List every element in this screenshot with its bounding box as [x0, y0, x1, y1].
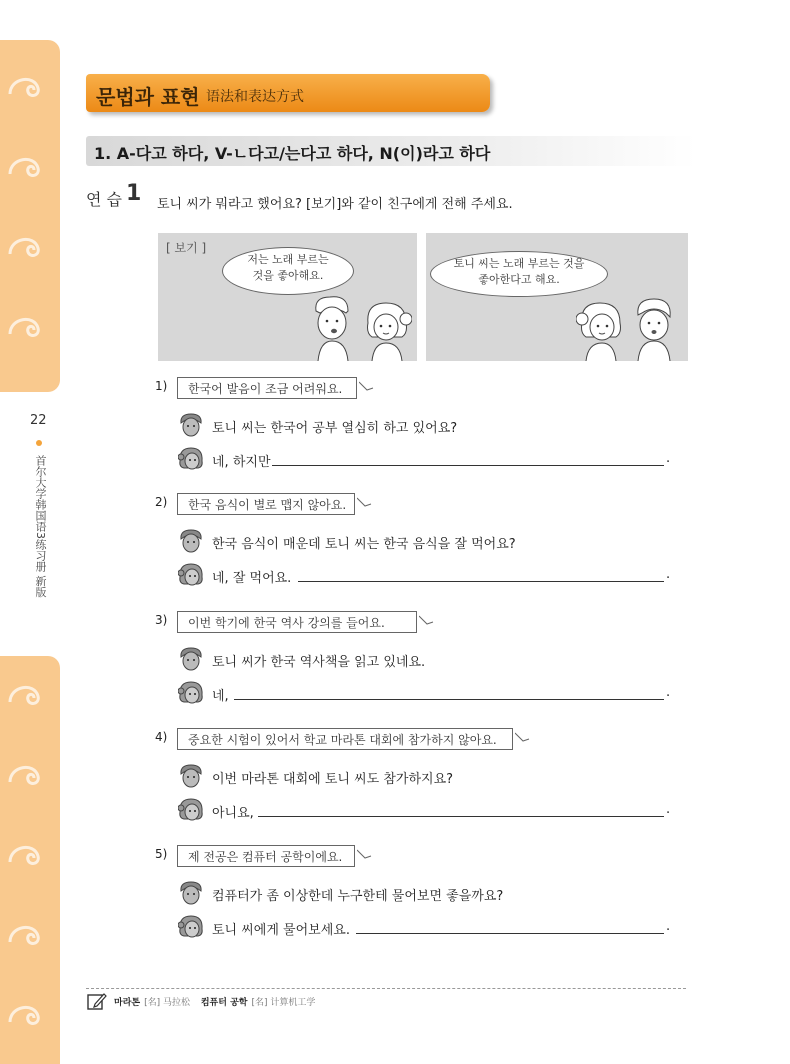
- tony-illustration: [308, 293, 356, 361]
- question-line: 한국 음식이 매운데 토니 씨는 한국 음식을 잘 먹어요?: [212, 537, 516, 552]
- question-number: 2): [155, 495, 168, 509]
- answer-period: .: [666, 451, 671, 466]
- vocab-word-1: 마라톤: [114, 998, 141, 1008]
- statement-box: 중요한 시험이 있어서 학교 마라톤 대회에 참가하지 않아요.: [177, 728, 513, 750]
- cloud-swirl-icon: [4, 64, 52, 112]
- question-line: 토니 씨가 한국 역사책을 읽고 있네요.: [212, 655, 426, 670]
- question-line: 컴퓨터가 좀 이상한데 누구한테 물어보면 좋을까요?: [212, 889, 504, 904]
- book-title: 首尔大学韩国语3练习册 新版: [34, 455, 47, 598]
- cloud-swirl-icon: [4, 672, 52, 720]
- girl-face-icon: [178, 915, 204, 939]
- footer-divider: [86, 988, 686, 989]
- boy-face-icon: [178, 881, 204, 905]
- section-title-bar: [86, 136, 696, 166]
- speech-right-line2: 좋아한다고 해요.: [478, 273, 560, 286]
- boy-face-icon: [178, 413, 204, 437]
- boy-face-icon: [178, 764, 204, 788]
- exercise-number: 1: [126, 181, 142, 206]
- answer-period: .: [666, 567, 671, 582]
- speech-tail-icon: [359, 380, 375, 394]
- vocab-gloss-1: [名] 马拉松: [144, 998, 190, 1008]
- friend-illustration: [576, 297, 626, 361]
- answer-prefix: 네,: [212, 689, 229, 704]
- vocab-gloss-2: [名] 计算机工学: [251, 998, 316, 1008]
- girl-face-icon: [178, 681, 204, 705]
- answer-period: .: [666, 802, 671, 817]
- cloud-swirl-icon: [4, 832, 52, 880]
- cloud-swirl-icon: [4, 144, 52, 192]
- speech-tail-icon: [419, 614, 435, 628]
- statement-box: 제 전공은 컴퓨터 공학이에요.: [177, 845, 355, 867]
- speech-tail-icon: [357, 496, 373, 510]
- friend-illustration: [362, 297, 412, 361]
- section-title: 1. A-다고 하다, V-ㄴ다고/는다고 하다, N(이)라고 하다: [94, 144, 491, 163]
- answer-blank[interactable]: [272, 465, 664, 466]
- cloud-swirl-icon: [4, 224, 52, 272]
- answer-blank[interactable]: [298, 581, 664, 582]
- example-panel-left: [158, 233, 417, 361]
- question-number: 5): [155, 847, 168, 861]
- answer-blank[interactable]: [234, 699, 664, 700]
- example-panel-right: [426, 233, 688, 361]
- vocab-word-2: 컴퓨터 공학: [200, 998, 248, 1008]
- side-band-top: [0, 40, 60, 392]
- answer-prefix: 토니 씨에게 물어보세요.: [212, 923, 350, 938]
- question-number: 4): [155, 730, 168, 744]
- cloud-swirl-icon: [4, 752, 52, 800]
- boy-face-icon: [178, 529, 204, 553]
- header-title-zh: 语法和表达方式: [206, 89, 304, 105]
- answer-blank[interactable]: [356, 933, 664, 934]
- statement-box: 한국 음식이 별로 맵지 않아요.: [177, 493, 355, 515]
- answer-prefix: 네, 하지만: [212, 455, 271, 470]
- vocab-footer: [114, 995, 323, 1008]
- page-dot: [36, 440, 42, 446]
- pencil-note-icon: [87, 992, 107, 1010]
- header-title-ko: 문법과 표현: [96, 85, 200, 109]
- exercise-label: 연 습: [86, 190, 122, 209]
- girl-face-icon: [178, 563, 204, 587]
- girl-face-icon: [178, 447, 204, 471]
- speech-bubble-left: [222, 247, 354, 295]
- answer-prefix: 아니요,: [212, 806, 254, 821]
- speech-tail-icon: [515, 731, 531, 745]
- listener-illustration: [630, 295, 678, 361]
- question-number: 3): [155, 613, 168, 627]
- side-band-bottom: [0, 656, 60, 1064]
- cloud-swirl-icon: [4, 992, 52, 1040]
- answer-blank[interactable]: [258, 816, 664, 817]
- statement-box: 이번 학기에 한국 역사 강의를 들어요.: [177, 611, 417, 633]
- speech-tail-icon: [357, 848, 373, 862]
- answer-prefix: 네, 잘 먹어요.: [212, 571, 292, 586]
- speech-bubble-right: [430, 251, 608, 297]
- page-number: 22: [30, 413, 47, 428]
- header-bar: [86, 74, 490, 112]
- example-label: [ 보기 ]: [166, 241, 207, 255]
- answer-period: .: [666, 919, 671, 934]
- question-line: 이번 마라톤 대회에 토니 씨도 참가하지요?: [212, 772, 454, 787]
- exercise-instruction: 토니 씨가 뭐라고 했어요? [보기]와 같이 친구에게 전해 주세요.: [157, 197, 513, 212]
- cloud-swirl-icon: [4, 912, 52, 960]
- boy-face-icon: [178, 647, 204, 671]
- girl-face-icon: [178, 798, 204, 822]
- question-number: 1): [155, 379, 168, 393]
- statement-box: 한국어 발음이 조금 어려워요.: [177, 377, 357, 399]
- speech-left-line2: 것을 좋아해요.: [252, 269, 324, 282]
- speech-left-line1: 저는 노래 부르는: [247, 253, 329, 266]
- speech-right-line1: 토니 씨는 노래 부르는 것을: [453, 257, 585, 270]
- question-line: 토니 씨는 한국어 공부 열심히 하고 있어요?: [212, 421, 458, 436]
- cloud-swirl-icon: [4, 304, 52, 352]
- answer-period: .: [666, 685, 671, 700]
